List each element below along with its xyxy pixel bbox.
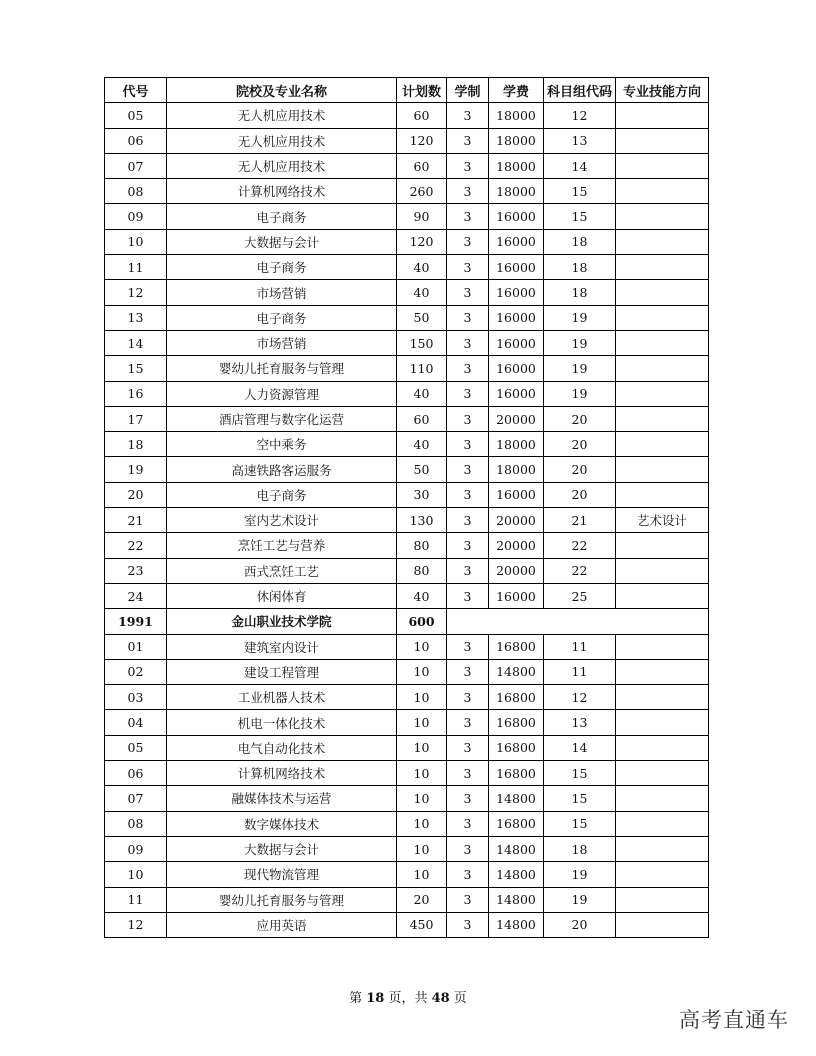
cell-fee: 20000 bbox=[489, 558, 544, 583]
table-row bbox=[105, 583, 709, 608]
cell-skill bbox=[616, 356, 709, 381]
cell-years: 3 bbox=[447, 761, 489, 786]
cell-name: 电气自动化技术 bbox=[167, 735, 397, 760]
school-row-blank bbox=[447, 609, 709, 634]
table-row bbox=[105, 255, 709, 280]
cell-name: 应用英语 bbox=[167, 912, 397, 937]
table-row bbox=[105, 103, 709, 128]
cell-subject: 18 bbox=[544, 255, 616, 280]
cell-code: 12 bbox=[105, 280, 167, 305]
cell-subject: 15 bbox=[544, 761, 616, 786]
cell-fee: 14800 bbox=[489, 786, 544, 811]
cell-name: 无人机应用技术 bbox=[167, 103, 397, 128]
cell-name: 无人机应用技术 bbox=[167, 153, 397, 178]
cell-skill bbox=[616, 330, 709, 355]
cell-years: 3 bbox=[447, 280, 489, 305]
cell-name: 高速铁路客运服务 bbox=[167, 457, 397, 482]
cell-years: 3 bbox=[447, 179, 489, 204]
cell-code: 02 bbox=[105, 659, 167, 684]
cell-plan: 450 bbox=[397, 912, 447, 937]
cell-name: 市场营销 bbox=[167, 330, 397, 355]
cell-subject: 19 bbox=[544, 330, 616, 355]
table-row bbox=[105, 179, 709, 204]
cell-skill bbox=[616, 204, 709, 229]
cell-fee: 16000 bbox=[489, 280, 544, 305]
cell-subject: 25 bbox=[544, 583, 616, 608]
cell-fee: 20000 bbox=[489, 406, 544, 431]
cell-years: 3 bbox=[447, 583, 489, 608]
cell-plan: 40 bbox=[397, 432, 447, 457]
table-row bbox=[105, 887, 709, 912]
cell-code: 12 bbox=[105, 912, 167, 937]
cell-name: 电子商务 bbox=[167, 482, 397, 507]
cell-subject: 19 bbox=[544, 862, 616, 887]
table-row bbox=[105, 280, 709, 305]
cell-code: 05 bbox=[105, 103, 167, 128]
footer-page-number: 18 bbox=[366, 991, 385, 1006]
cell-skill bbox=[616, 836, 709, 861]
table-row bbox=[105, 659, 709, 684]
header-fee: 学费 bbox=[489, 78, 544, 103]
cell-subject: 22 bbox=[544, 558, 616, 583]
cell-plan: 10 bbox=[397, 811, 447, 836]
cell-name: 工业机器人技术 bbox=[167, 685, 397, 710]
cell-plan: 50 bbox=[397, 305, 447, 330]
cell-skill bbox=[616, 432, 709, 457]
cell-subject: 20 bbox=[544, 482, 616, 507]
table-row bbox=[105, 533, 709, 558]
school-row bbox=[105, 609, 709, 634]
footer-middle: 页，共 bbox=[384, 991, 432, 1006]
cell-fee: 20000 bbox=[489, 533, 544, 558]
cell-fee: 16000 bbox=[489, 330, 544, 355]
table-row bbox=[105, 305, 709, 330]
cell-code: 07 bbox=[105, 786, 167, 811]
cell-fee: 20000 bbox=[489, 508, 544, 533]
cell-skill bbox=[616, 457, 709, 482]
cell-name: 空中乘务 bbox=[167, 432, 397, 457]
school-name: 金山职业技术学院 bbox=[167, 609, 397, 634]
cell-years: 3 bbox=[447, 811, 489, 836]
school-section bbox=[105, 609, 709, 634]
cell-skill bbox=[616, 229, 709, 254]
cell-years: 3 bbox=[447, 862, 489, 887]
header-name: 院校及专业名称 bbox=[167, 78, 397, 103]
cell-skill bbox=[616, 912, 709, 937]
cell-code: 23 bbox=[105, 558, 167, 583]
cell-skill bbox=[616, 786, 709, 811]
cell-skill bbox=[616, 255, 709, 280]
cell-plan: 20 bbox=[397, 887, 447, 912]
cell-fee: 14800 bbox=[489, 912, 544, 937]
cell-plan: 40 bbox=[397, 583, 447, 608]
cell-subject: 14 bbox=[544, 153, 616, 178]
cell-fee: 16800 bbox=[489, 685, 544, 710]
cell-years: 3 bbox=[447, 685, 489, 710]
cell-name: 市场营销 bbox=[167, 280, 397, 305]
cell-years: 3 bbox=[447, 381, 489, 406]
cell-subject: 18 bbox=[544, 836, 616, 861]
cell-plan: 40 bbox=[397, 255, 447, 280]
cell-fee: 16800 bbox=[489, 811, 544, 836]
cell-subject: 21 bbox=[544, 508, 616, 533]
footer-prefix: 第 bbox=[349, 991, 367, 1006]
cell-years: 3 bbox=[447, 887, 489, 912]
cell-skill bbox=[616, 103, 709, 128]
header-plan: 计划数 bbox=[397, 78, 447, 103]
cell-code: 10 bbox=[105, 862, 167, 887]
cell-plan: 10 bbox=[397, 786, 447, 811]
header-years: 学制 bbox=[447, 78, 489, 103]
cell-fee: 16000 bbox=[489, 356, 544, 381]
cell-years: 3 bbox=[447, 482, 489, 507]
cell-fee: 18000 bbox=[489, 179, 544, 204]
table-row bbox=[105, 508, 709, 533]
cell-fee: 18000 bbox=[489, 128, 544, 153]
cell-code: 19 bbox=[105, 457, 167, 482]
cell-subject: 19 bbox=[544, 356, 616, 381]
cell-years: 3 bbox=[447, 836, 489, 861]
table-row bbox=[105, 432, 709, 457]
cell-name: 电子商务 bbox=[167, 255, 397, 280]
cell-years: 3 bbox=[447, 533, 489, 558]
cell-subject: 20 bbox=[544, 457, 616, 482]
cell-code: 16 bbox=[105, 381, 167, 406]
cell-subject: 15 bbox=[544, 179, 616, 204]
cell-plan: 50 bbox=[397, 457, 447, 482]
cell-name: 酒店管理与数字化运营 bbox=[167, 406, 397, 431]
cell-subject: 12 bbox=[544, 103, 616, 128]
cell-code: 04 bbox=[105, 710, 167, 735]
table-row bbox=[105, 229, 709, 254]
cell-plan: 10 bbox=[397, 735, 447, 760]
cell-skill bbox=[616, 482, 709, 507]
cell-skill bbox=[616, 381, 709, 406]
school-code: 1991 bbox=[105, 609, 167, 634]
cell-years: 3 bbox=[447, 305, 489, 330]
table-row bbox=[105, 482, 709, 507]
cell-years: 3 bbox=[447, 204, 489, 229]
cell-plan: 10 bbox=[397, 659, 447, 684]
cell-code: 24 bbox=[105, 583, 167, 608]
cell-subject: 20 bbox=[544, 406, 616, 431]
cell-plan: 90 bbox=[397, 204, 447, 229]
cell-plan: 10 bbox=[397, 685, 447, 710]
cell-plan: 10 bbox=[397, 761, 447, 786]
cell-subject: 20 bbox=[544, 912, 616, 937]
cell-code: 20 bbox=[105, 482, 167, 507]
cell-years: 3 bbox=[447, 710, 489, 735]
cell-fee: 16000 bbox=[489, 381, 544, 406]
table-row bbox=[105, 912, 709, 937]
table-row bbox=[105, 685, 709, 710]
cell-plan: 10 bbox=[397, 634, 447, 659]
cell-subject: 11 bbox=[544, 634, 616, 659]
table-row bbox=[105, 381, 709, 406]
cell-skill bbox=[616, 406, 709, 431]
cell-code: 05 bbox=[105, 735, 167, 760]
cell-subject: 11 bbox=[544, 659, 616, 684]
cell-subject: 15 bbox=[544, 811, 616, 836]
cell-years: 3 bbox=[447, 634, 489, 659]
cell-code: 21 bbox=[105, 508, 167, 533]
cell-years: 3 bbox=[447, 457, 489, 482]
cell-fee: 16000 bbox=[489, 482, 544, 507]
cell-name: 大数据与会计 bbox=[167, 229, 397, 254]
cell-fee: 14800 bbox=[489, 836, 544, 861]
cell-years: 3 bbox=[447, 153, 489, 178]
cell-plan: 10 bbox=[397, 710, 447, 735]
cell-skill bbox=[616, 128, 709, 153]
cell-skill bbox=[616, 305, 709, 330]
cell-name: 休闲体育 bbox=[167, 583, 397, 608]
cell-name: 机电一体化技术 bbox=[167, 710, 397, 735]
cell-years: 3 bbox=[447, 786, 489, 811]
school-plan: 600 bbox=[397, 609, 447, 634]
cell-code: 06 bbox=[105, 128, 167, 153]
cell-code: 11 bbox=[105, 887, 167, 912]
table-row bbox=[105, 204, 709, 229]
cell-fee: 18000 bbox=[489, 432, 544, 457]
table-row bbox=[105, 811, 709, 836]
cell-fee: 16000 bbox=[489, 305, 544, 330]
cell-fee: 14800 bbox=[489, 862, 544, 887]
cell-subject: 13 bbox=[544, 710, 616, 735]
cell-plan: 80 bbox=[397, 533, 447, 558]
cell-name: 电子商务 bbox=[167, 204, 397, 229]
cell-skill bbox=[616, 862, 709, 887]
cell-name: 计算机网络技术 bbox=[167, 179, 397, 204]
cell-code: 07 bbox=[105, 153, 167, 178]
table-body-before bbox=[105, 103, 709, 609]
cell-subject: 15 bbox=[544, 204, 616, 229]
cell-skill bbox=[616, 153, 709, 178]
cell-code: 10 bbox=[105, 229, 167, 254]
cell-name: 建设工程管理 bbox=[167, 659, 397, 684]
cell-plan: 130 bbox=[397, 508, 447, 533]
cell-skill bbox=[616, 659, 709, 684]
cell-name: 计算机网络技术 bbox=[167, 761, 397, 786]
cell-skill bbox=[616, 583, 709, 608]
table-row bbox=[105, 862, 709, 887]
cell-name: 西式烹饪工艺 bbox=[167, 558, 397, 583]
cell-subject: 14 bbox=[544, 735, 616, 760]
cell-code: 15 bbox=[105, 356, 167, 381]
cell-plan: 60 bbox=[397, 103, 447, 128]
cell-fee: 18000 bbox=[489, 457, 544, 482]
cell-years: 3 bbox=[447, 128, 489, 153]
cell-code: 11 bbox=[105, 255, 167, 280]
cell-plan: 120 bbox=[397, 229, 447, 254]
cell-plan: 260 bbox=[397, 179, 447, 204]
cell-skill bbox=[616, 685, 709, 710]
cell-subject: 22 bbox=[544, 533, 616, 558]
cell-skill bbox=[616, 634, 709, 659]
cell-years: 3 bbox=[447, 406, 489, 431]
cell-subject: 19 bbox=[544, 887, 616, 912]
cell-subject: 15 bbox=[544, 786, 616, 811]
table-row bbox=[105, 735, 709, 760]
cell-years: 3 bbox=[447, 912, 489, 937]
cell-plan: 10 bbox=[397, 862, 447, 887]
cell-fee: 16000 bbox=[489, 204, 544, 229]
enrollment-plan-table bbox=[104, 77, 709, 938]
table-row bbox=[105, 356, 709, 381]
cell-plan: 40 bbox=[397, 280, 447, 305]
cell-years: 3 bbox=[447, 103, 489, 128]
cell-years: 3 bbox=[447, 432, 489, 457]
cell-name: 室内艺术设计 bbox=[167, 508, 397, 533]
cell-fee: 14800 bbox=[489, 659, 544, 684]
cell-plan: 40 bbox=[397, 381, 447, 406]
cell-years: 3 bbox=[447, 508, 489, 533]
footer-total-pages: 48 bbox=[431, 991, 450, 1006]
cell-subject: 20 bbox=[544, 432, 616, 457]
cell-code: 22 bbox=[105, 533, 167, 558]
header-skill: 专业技能方向 bbox=[616, 78, 709, 103]
cell-name: 建筑室内设计 bbox=[167, 634, 397, 659]
cell-skill: 艺术设计 bbox=[616, 508, 709, 533]
cell-code: 09 bbox=[105, 836, 167, 861]
cell-plan: 120 bbox=[397, 128, 447, 153]
cell-skill bbox=[616, 280, 709, 305]
footer-suffix: 页 bbox=[449, 991, 467, 1006]
cell-years: 3 bbox=[447, 255, 489, 280]
cell-skill bbox=[616, 735, 709, 760]
cell-name: 现代物流管理 bbox=[167, 862, 397, 887]
cell-plan: 10 bbox=[397, 836, 447, 861]
cell-fee: 16800 bbox=[489, 710, 544, 735]
cell-skill bbox=[616, 887, 709, 912]
header-code: 代号 bbox=[105, 78, 167, 103]
table-row bbox=[105, 710, 709, 735]
table-row bbox=[105, 786, 709, 811]
cell-fee: 18000 bbox=[489, 103, 544, 128]
cell-plan: 30 bbox=[397, 482, 447, 507]
cell-fee: 14800 bbox=[489, 887, 544, 912]
cell-years: 3 bbox=[447, 330, 489, 355]
cell-subject: 19 bbox=[544, 381, 616, 406]
cell-skill bbox=[616, 533, 709, 558]
cell-name: 婴幼儿托育服务与管理 bbox=[167, 887, 397, 912]
cell-fee: 16000 bbox=[489, 583, 544, 608]
cell-code: 01 bbox=[105, 634, 167, 659]
cell-skill bbox=[616, 179, 709, 204]
table-row bbox=[105, 128, 709, 153]
cell-code: 03 bbox=[105, 685, 167, 710]
cell-code: 09 bbox=[105, 204, 167, 229]
cell-fee: 16800 bbox=[489, 634, 544, 659]
cell-skill bbox=[616, 761, 709, 786]
table-header-row bbox=[105, 78, 709, 103]
table-row bbox=[105, 153, 709, 178]
cell-years: 3 bbox=[447, 356, 489, 381]
table-row bbox=[105, 330, 709, 355]
cell-fee: 18000 bbox=[489, 153, 544, 178]
cell-years: 3 bbox=[447, 229, 489, 254]
watermark-text: 高考直通车 bbox=[679, 1008, 789, 1032]
table-row bbox=[105, 761, 709, 786]
cell-fee: 16000 bbox=[489, 255, 544, 280]
cell-name: 无人机应用技术 bbox=[167, 128, 397, 153]
cell-years: 3 bbox=[447, 558, 489, 583]
cell-fee: 16800 bbox=[489, 761, 544, 786]
header-subject: 科目组代码 bbox=[544, 78, 616, 103]
cell-subject: 12 bbox=[544, 685, 616, 710]
table-row bbox=[105, 836, 709, 861]
cell-years: 3 bbox=[447, 659, 489, 684]
table-row bbox=[105, 634, 709, 659]
cell-fee: 16800 bbox=[489, 735, 544, 760]
cell-skill bbox=[616, 558, 709, 583]
cell-code: 17 bbox=[105, 406, 167, 431]
cell-code: 06 bbox=[105, 761, 167, 786]
cell-plan: 80 bbox=[397, 558, 447, 583]
cell-subject: 18 bbox=[544, 229, 616, 254]
cell-subject: 18 bbox=[544, 280, 616, 305]
table-row bbox=[105, 558, 709, 583]
cell-name: 烹饪工艺与营养 bbox=[167, 533, 397, 558]
cell-fee: 16000 bbox=[489, 229, 544, 254]
cell-code: 18 bbox=[105, 432, 167, 457]
cell-plan: 150 bbox=[397, 330, 447, 355]
cell-plan: 110 bbox=[397, 356, 447, 381]
table-body-after bbox=[105, 634, 709, 938]
table-row bbox=[105, 457, 709, 482]
cell-code: 08 bbox=[105, 811, 167, 836]
cell-name: 婴幼儿托育服务与管理 bbox=[167, 356, 397, 381]
cell-skill bbox=[616, 710, 709, 735]
cell-code: 13 bbox=[105, 305, 167, 330]
cell-name: 电子商务 bbox=[167, 305, 397, 330]
cell-plan: 60 bbox=[397, 406, 447, 431]
cell-name: 融媒体技术与运营 bbox=[167, 786, 397, 811]
cell-name: 人力资源管理 bbox=[167, 381, 397, 406]
cell-plan: 60 bbox=[397, 153, 447, 178]
cell-skill bbox=[616, 811, 709, 836]
cell-name: 大数据与会计 bbox=[167, 836, 397, 861]
cell-code: 14 bbox=[105, 330, 167, 355]
cell-code: 08 bbox=[105, 179, 167, 204]
table-row bbox=[105, 406, 709, 431]
cell-years: 3 bbox=[447, 735, 489, 760]
cell-subject: 19 bbox=[544, 305, 616, 330]
cell-subject: 13 bbox=[544, 128, 616, 153]
cell-name: 数字媒体技术 bbox=[167, 811, 397, 836]
